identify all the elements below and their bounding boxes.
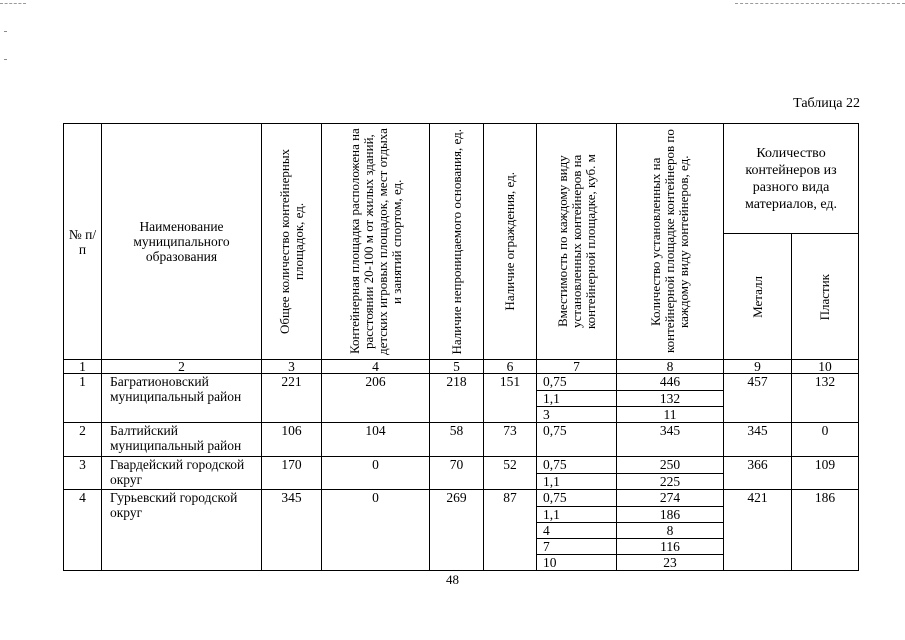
row-number: 2: [64, 423, 102, 457]
container-sites-table: [63, 123, 859, 571]
column-number: 3: [262, 360, 322, 374]
plastic-count: 132: [792, 374, 859, 423]
container-table-wrapper: [63, 123, 858, 571]
container-count: 186: [617, 507, 724, 523]
table-row: [64, 490, 859, 507]
column-number: 8: [617, 360, 724, 374]
capacity-value: 3: [537, 407, 617, 423]
total-sites: 170: [262, 457, 322, 490]
header-base-text: Наличие непроницаемого основания, ед.: [448, 128, 464, 355]
capacity-value: 0,75: [537, 423, 617, 457]
header-count: [617, 124, 724, 360]
fence-sites: 52: [484, 457, 537, 490]
capacity-value: 1,1: [537, 474, 617, 490]
container-count: 446: [617, 374, 724, 391]
metal-count: 345: [724, 423, 792, 457]
total-sites: 106: [262, 423, 322, 457]
column-number: 5: [430, 360, 484, 374]
table-caption: Таблица 22: [793, 96, 860, 111]
scan-artifact-top-right: [735, 3, 905, 4]
container-count: 250: [617, 457, 724, 474]
header-capacity: [537, 124, 617, 360]
container-count: 8: [617, 523, 724, 539]
container-count: 11: [617, 407, 724, 423]
capacity-value: 0,75: [537, 490, 617, 507]
header-count-text: Количество установленных на контейнерной площадке контейнеров по каждому виду контейнеров, ед.: [648, 129, 691, 354]
header-base: [430, 124, 484, 360]
column-number: 7: [537, 360, 617, 374]
header-total-sites: [262, 124, 322, 360]
total-sites: 221: [262, 374, 322, 423]
header-distance: [322, 124, 430, 360]
column-number: 10: [792, 360, 859, 374]
scan-artifact-dot: [4, 31, 7, 32]
table-row: [64, 374, 859, 391]
header-capacity-text: Вместимость по каждому виду установленных контейнеров на контейнерной площадке, куб. м: [554, 154, 598, 329]
metal-count: 457: [724, 374, 792, 423]
distance-sites: 0: [322, 490, 430, 571]
column-number: 6: [484, 360, 537, 374]
header-plastic-text: Пластик: [817, 273, 832, 320]
base-sites: 269: [430, 490, 484, 571]
page-number: 48: [446, 572, 459, 587]
base-sites: 218: [430, 374, 484, 423]
municipality-name: Гвардейский городской округ: [102, 457, 262, 490]
municipality-name: Багратионовский муниципальный район: [102, 374, 262, 423]
table-row: [64, 457, 859, 474]
capacity-value: 0,75: [537, 457, 617, 474]
header-metal: [724, 234, 792, 360]
metal-count: 421: [724, 490, 792, 571]
capacity-value: 1,1: [537, 391, 617, 407]
base-sites: 58: [430, 423, 484, 457]
container-count: 225: [617, 474, 724, 490]
capacity-value: 7: [537, 539, 617, 555]
distance-sites: 0: [322, 457, 430, 490]
column-number: 4: [322, 360, 430, 374]
container-count: 132: [617, 391, 724, 407]
column-number-row: [64, 360, 859, 374]
scan-artifact-dot: [4, 59, 7, 60]
municipality-name: Балтийский муниципальный район: [102, 423, 262, 457]
capacity-value: 0,75: [537, 374, 617, 391]
header-fence-text: Наличие ограждения, ед.: [502, 172, 517, 311]
distance-sites: 104: [322, 423, 430, 457]
distance-sites: 206: [322, 374, 430, 423]
fence-sites: 87: [484, 490, 537, 571]
plastic-count: 109: [792, 457, 859, 490]
scan-artifact-top-left: [0, 3, 26, 4]
header-materials: Количество контейнеров из разного вида материалов, ед.: [724, 124, 859, 234]
total-sites: 345: [262, 490, 322, 571]
row-number: 3: [64, 457, 102, 490]
row-number: 4: [64, 490, 102, 571]
table-row: [64, 423, 859, 457]
header-number: № п/п: [64, 124, 102, 360]
plastic-count: 186: [792, 490, 859, 571]
capacity-value: 4: [537, 523, 617, 539]
container-count: 23: [617, 555, 724, 571]
municipality-name: Гурьевский городской округ: [102, 490, 262, 571]
header-metal-text: Металл: [749, 275, 765, 318]
fence-sites: 73: [484, 423, 537, 457]
header-name: Наименование муниципального образования: [102, 124, 262, 360]
header-distance-text: Контейнерная площадка расположена на расстоянии 20-100 м от жилых зданий, детских игровых площадок, мест отдыха и занятий спортом, ед.: [346, 128, 404, 355]
column-number: 2: [102, 360, 262, 374]
container-count: 274: [617, 490, 724, 507]
plastic-count: 0: [792, 423, 859, 457]
capacity-value: 1,1: [537, 507, 617, 523]
header-fence: [484, 124, 537, 360]
fence-sites: 151: [484, 374, 537, 423]
metal-count: 366: [724, 457, 792, 490]
row-number: 1: [64, 374, 102, 423]
column-number: 1: [64, 360, 102, 374]
header-total-sites-text: Общее количество контейнерных площадок, ед.: [276, 148, 306, 335]
header-plastic: [792, 234, 859, 360]
container-count: 116: [617, 539, 724, 555]
base-sites: 70: [430, 457, 484, 490]
container-count: 345: [617, 423, 724, 457]
capacity-value: 10: [537, 555, 617, 571]
column-number: 9: [724, 360, 792, 374]
